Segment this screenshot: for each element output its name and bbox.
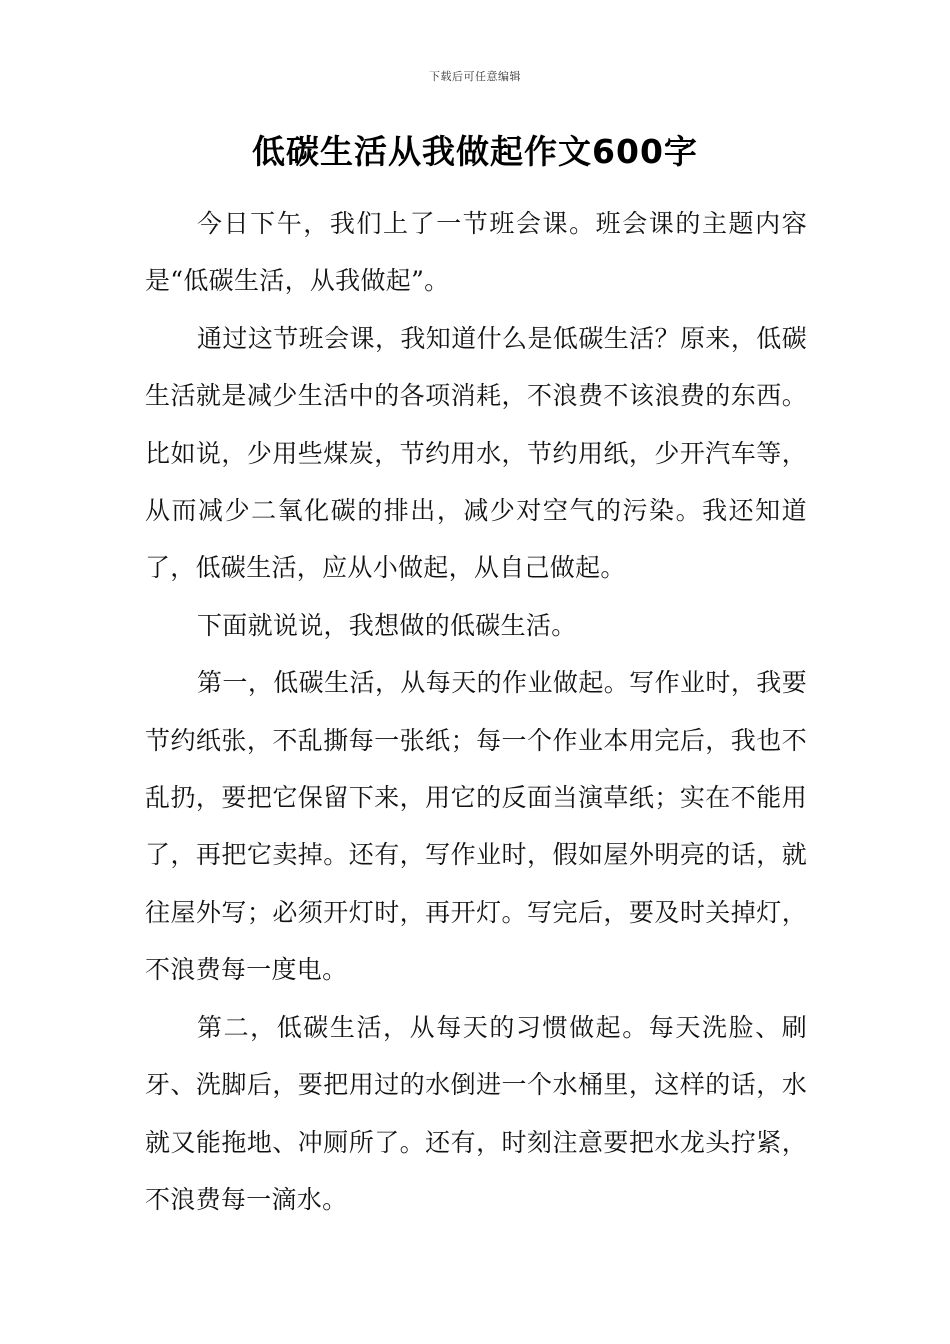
document-title: 低碳生活从我做起作文600字	[252, 132, 698, 171]
paragraph-5: 第二，低碳生活，从每天的习惯做起。每天洗脸、刷牙、洗脚后，要把用过的水倒进一个水桶里，这样的话，水就又能拖地、冲厕所了。还有，时刻注意要把水龙头拧紧，不浪费每一滴水。	[145, 1012, 807, 1214]
header-note: 下载后可任意编辑	[429, 70, 521, 83]
paragraph-4: 第一，低碳生活，从每天的作业做起。写作业时，我要节约纸张，不乱撕每一张纸；每一个作业本用完后，我也不乱扔，要把它保留下来，用它的反面当演草纸；实在不能用了，再把它卖掉。还有，写作业时，假如屋外明亮的话，就往屋外写；必须开灯时，再开灯。写完后，要及时关掉灯，不浪费每一度电。	[145, 668, 807, 985]
paragraph-1: 今日下午，我们上了一节班会课。班会课的主题内容是“低碳生活，从我做起”。	[145, 209, 807, 296]
paragraph-2: 通过这节班会课，我知道什么是低碳生活？原来，低碳生活就是减少生活中的各项消耗，不浪费不该浪费的东西。比如说，少用些煤炭，节约用水，节约用纸，少开汽车等，从而减少二氧化碳的排出，减少对空气的污染。我还知道了，低碳生活，应从小做起，从自己做起。	[145, 323, 807, 583]
paragraph-3: 下面就说说，我想做的低碳生活。	[197, 610, 577, 640]
document-body	[145, 195, 807, 1228]
